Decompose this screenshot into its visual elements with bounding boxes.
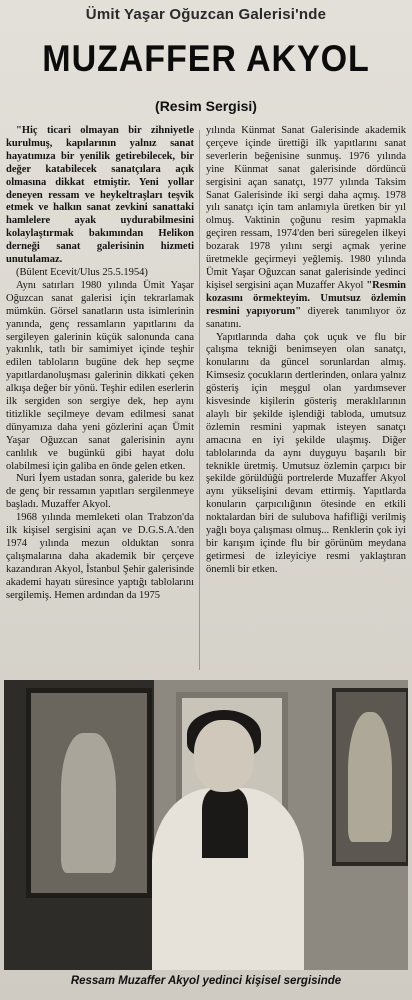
headline: MUZAFFER AKYOL [42,38,370,79]
paragraph-intro-artist: Nuri İyem ustadan sonra, galeride bu kez de genç bir ressamın yapıtları sergilenmeye başladı. Muzaffer Akyol. [6,473,194,511]
exhibition-photo [4,680,408,970]
photo-caption: Ressam Muzaffer Akyol yedinci kişisel sergisinde [70,975,342,987]
artist-face [194,720,254,792]
artist-turtleneck [202,788,248,858]
painting-figure [61,733,116,873]
exhibitions-text: yılında Künmat Sanat Galerisinde akademik çerçeve içinde ürettiği ilk yapıtlarını sanat severlerin beğenisine sunmuş. 1976 yılında yine Künmat sanat galerisinde dördüncü sergisini açan sanatçı, 1977 yılında Taksim Sanat Galerisinde iki sergi daha açmış. 1978 yılı sanatçı için tam anlamıyla üretken bir yıl olmuş. Vaktinin çoğunu resim yapmakla geçiren ressam, 1974'den beri süregelen ilkeyi bozarak 1978 yılını sergi açmak yerine üretmekle geçirmeyi yeğlemiş. 1980 yılında Ümit Yaşar Oğuzcan sanat galerisinde yedinci kişisel sergisini açan Muzaffer Akyol [206,125,406,291]
quote-reference: (Bülent Ecevit/Ulus 25.5.1954) [16,266,148,278]
column-divider [199,130,200,670]
painting-right [332,688,408,866]
paragraph-biography: 1968 yılında memleketi olan Trabzon'da ilk kişisel sergisini açan ve D.G.S.A.'den 1974 yılında mezun olduktan sonra çalışmalarına daha akademik bir çerçeve kazandıran Akyol, İstanbul Şehir galerisinde akademi hayatı süresince yaptığı tablolarını sergilemiş. Hemen ardından da 1975 [6,512,194,601]
painting-left [26,688,152,898]
painting-figure [348,712,392,842]
right-column [206,125,406,577]
opening-quote: "Hiç ticari olmayan bir zihniyetle kurulmuş, kapılarının yalnız sanat hayatımıza bir yenilik getirebilecek, bir değer katabilecek sanatçılara açık olmasına dikkat etmiştir. Yeni yollar deneyen ressam ve heykeltraşları teşvik etmek ve halkın sanat zevkini sanattaki hamlelere ayak uydurabilmesini kolaylaştırmak bakımından Helikon derneği sanat galerisinin hizmeti unutulamaz. [6,125,194,266]
paragraph-exhibitions [206,125,406,332]
left-column [6,125,194,603]
paragraph-technique: Yapıtlarında daha çok uçuk ve flu bir çalışma tekniği benimseyen olan sanatçı, konularını da güncel sorunlardan almış. Kimsesiz çocukların dertlerinden, onlara yalnız gösteriş için meşgul olan yardımsever kisvesinde kişilerin gösteriş meraklılarının alaylı bir şekilde işlendiği tabloda, umutsuz özlemin resmini yapmak isteyen sanatçı amacına en iyi şekilde ulaşmış. Diğer tablolarında da aynı duyguyu başarılı bir teknikle üretmiş. Umutsuz özlemin çarpıcı bir şekilde görüldüğü portrelerde Muzaffer Akyol aynı yükselişini devam ettirmiş. Yapıtlarda konuların çarpıcılığının ötesinde en etkili noktalardan biri de sulubova hafifliği verilmiş yağlı boya çalışması olmuş... Renklerin çok iyi bir karışım içinde flu bir görünüm meydana getirmesi de izleyiciye resmi yaklaştıran önemli bir etken. [206,331,406,575]
artist-statement: "Resmin kozasını örmekteyim. Umutsuz özlemin resmini yapıyorum" [206,279,406,317]
exhibitions-end: diyerek tanımlıyor öz sanatını. [206,305,406,330]
kicker-line: Ümit Yaşar Oğuzcan Galerisi'nde [85,6,327,23]
subheadline: (Resim Sergisi) [155,98,257,114]
paragraph-gallery: Aynı satırları 1980 yılında Ümit Yaşar Oğuzcan sanat galerisi için tekrarlamak mümkün. Görsel sanatların usta isimlerinin yanında, genç ressamların yapıtlarını da sergileyen galerinin küçük salonunda cana yakınlık, tatlı bir samimiyet içinde teşhir edilen tabloların bugüne dek hep seçme yapıtlardanoluşması galerinin dikkati çeken alkışa değer bir yönü. Teşhir edilen eserlerin ilk sergiden son sergiye dek, hep aynı titizlikle seçilmeye devam edilmesi sanat dünyamıza daha yeni gözlerini açan Ümit Yaşar Oğuzcan sanat galerisinin aynı canlılık ve bugünkü gibi hayat dolu olabilmesi için galiba en önde gelen etken. [6,279,194,472]
